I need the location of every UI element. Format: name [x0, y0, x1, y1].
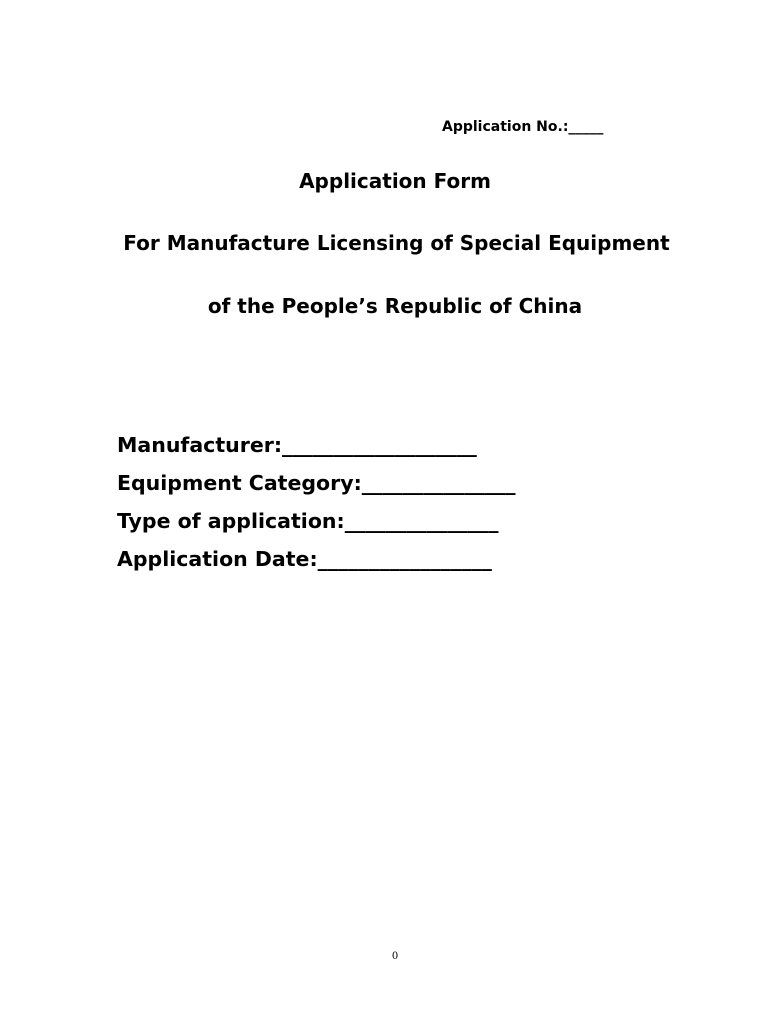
form-title: Application Form	[299, 169, 491, 193]
form-subtitle-line-1: For Manufacture Licensing of Special Equipment	[123, 231, 670, 255]
page-number: 0	[391, 951, 399, 962]
manufacturer-field: Manufacturer:___________________	[117, 433, 477, 457]
form-subtitle-line-2: of the People’s Republic of China	[207, 294, 583, 318]
application-date-field: Application Date:_________________	[117, 547, 492, 571]
type-of-application-field: Type of application:_______________	[117, 509, 499, 533]
form-fields	[117, 426, 516, 578]
equipment-category-field: Equipment Category:_______________	[117, 471, 516, 495]
application-number: Application No.:_____	[442, 119, 604, 135]
